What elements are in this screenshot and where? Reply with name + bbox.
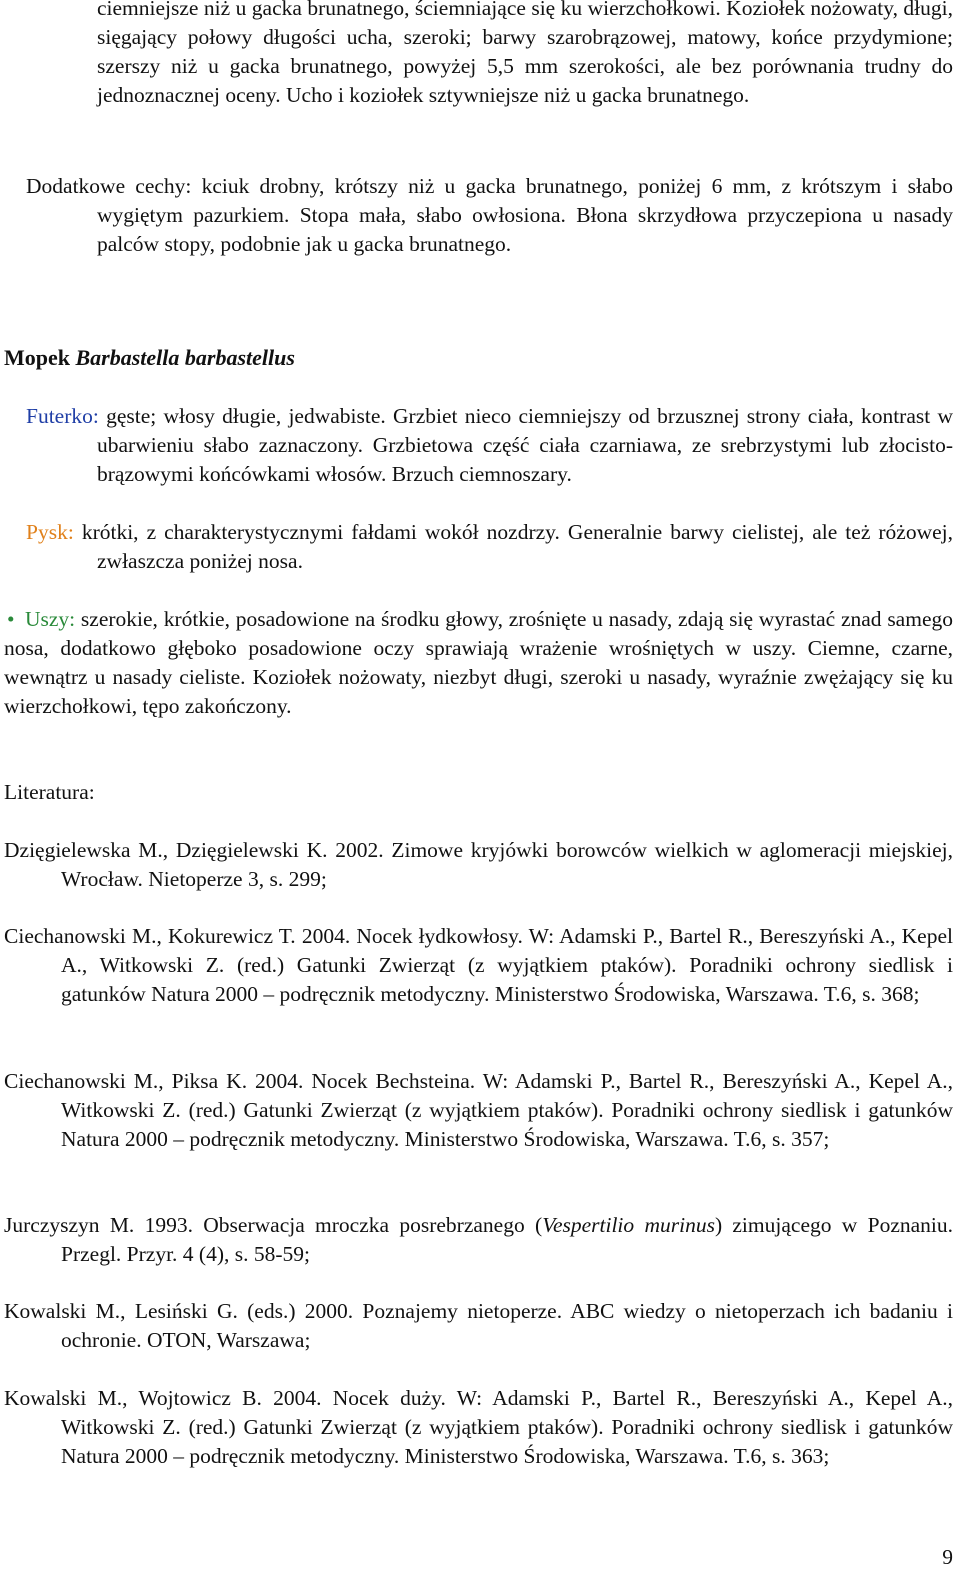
fur-item	[7, 402, 953, 489]
bullet-icon	[7, 402, 26, 431]
ears-text: szerokie, krótkie, posadowione na środku głowy, zrośnięte u nasady, zdają się wyrastać znad samego nosa, dodatkowo głęboko posadowione oczy sprawiają wrażenie wrośniętych w uszy. Ciemne, czarne, wewnątrz u nasady cieliste. Koziołek nożowaty, niezbyt długi, szeroki u nasady, wyraźnie zwężający się ku wierzchołkowi, tępo zakończony.	[4, 607, 953, 718]
snout-label: Pysk:	[26, 520, 74, 544]
reference-item: Kowalski M., Lesiński G. (eds.) 2000. Poznajemy nietoperze. ABC wiedzy o nietoperzach ich badaniu i ochronie. OTON, Warszawa;	[4, 1299, 953, 1352]
reference-text-part: Jurczyszyn M. 1993. Obserwacja mroczka posrebrzanego (	[4, 1213, 543, 1237]
ears-item	[4, 605, 953, 721]
species-latin-name: Barbastella barbastellus	[75, 345, 295, 370]
snout-item	[7, 518, 953, 576]
ears-label: Uszy:	[25, 607, 76, 631]
bullet-icon	[7, 518, 26, 547]
page-number: 9	[942, 1545, 953, 1569]
literature-heading: Literatura:	[4, 780, 95, 804]
bullet-icon: •	[7, 607, 15, 631]
reference-item: Kowalski M., Wojtowicz B. 2004. Nocek duży. W: Adamski P., Bartel R., Bereszyński A., Kepel A., Witkowski Z. (red.) Gatunki Zwierząt (z wyjątkiem ptaków). Poradniki ochrony siedlisk i gatunków Natura 2000 – podręcznik metodyczny. Ministerstwo Środowiska, Warszawa. T.6, s. 363;	[4, 1386, 953, 1468]
snout-text: krótki, z charakterystycznymi fałdami wokół nozdrzy. Generalnie barwy cielistej, ale też różowej, zwłaszcza poniżej nosa.	[73, 520, 953, 573]
reference-item: Dzięgielewska M., Dzięgielewski K. 2002. Zimowe kryjówki borowców wielkich w aglomeracji miejskiej, Wrocław. Nietoperze 3, s. 299;	[4, 838, 953, 891]
species-common-name: Mopek	[4, 345, 70, 370]
reference-latin-name: Vespertilio murinus	[542, 1213, 715, 1237]
reference-text-part: ) zimującego w Poznaniu. Przegl. Przyr. 4 (4), s. 58-59;	[61, 1213, 953, 1266]
reference-item	[4, 1211, 953, 1269]
intro-paragraph: ciemniejsze niż u gacka brunatnego, ściemniające się ku wierzchołkowi. Koziołek nożowaty, długi, sięgający połowy długości ucha, szeroki; barwy szarobrązowej, matowy, końce przydymione; szerszy niż u gacka brunatnego, powyżej 5,5 mm szerokości, ale bez porównania trudny do jednoznacznej oceny. Ucho i koziołek sztywniejsze niż u gacka brunatnego.	[97, 0, 953, 107]
reference-item: Ciechanowski M., Kokurewicz T. 2004. Nocek łydkowłosy. W: Adamski P., Bartel R., Bereszyński A., Kepel A., Witkowski Z. (red.) Gatunki Zwierząt (z wyjątkiem ptaków). Poradniki ochrony siedlisk i gatunków Natura 2000 – podręcznik metodyczny. Ministerstwo Środowiska, Warszawa. T.6, s. 368;	[4, 924, 953, 1006]
fur-label: Futerko:	[26, 404, 99, 428]
species-heading	[4, 343, 295, 372]
fur-text: gęste; włosy długie, jedwabiste. Grzbiet nieco ciemniejszy od brzusznej strony ciała, kontrast w ubarwieniu słabo zaznaczony. Grzbietowa część ciała czarniawa, ze srebrzystymi lub złocisto-brązowymi końcówkami włosów. Brzuch ciemnoszary.	[97, 404, 953, 486]
reference-item: Ciechanowski M., Piksa K. 2004. Nocek Bechsteina. W: Adamski P., Bartel R., Bereszyński A., Kepel A., Witkowski Z. (red.) Gatunki Zwierząt (z wyjątkiem ptaków). Poradniki ochrony siedlisk i gatunków Natura 2000 – podręcznik metodyczny. Ministerstwo Środowiska, Warszawa. T.6, s. 357;	[4, 1069, 953, 1151]
extra-features-item	[7, 172, 953, 259]
extra-features-text: Dodatkowe cechy: kciuk drobny, krótszy niż u gacka brunatnego, poniżej 6 mm, z krótszym i słabo wygiętym pazurkiem. Stopa mała, słabo owłosiona. Błona skrzydłowa przyczepiona u nasady palców stopy, podobnie jak u gacka brunatnego.	[26, 174, 953, 256]
bullet-icon	[7, 172, 26, 201]
